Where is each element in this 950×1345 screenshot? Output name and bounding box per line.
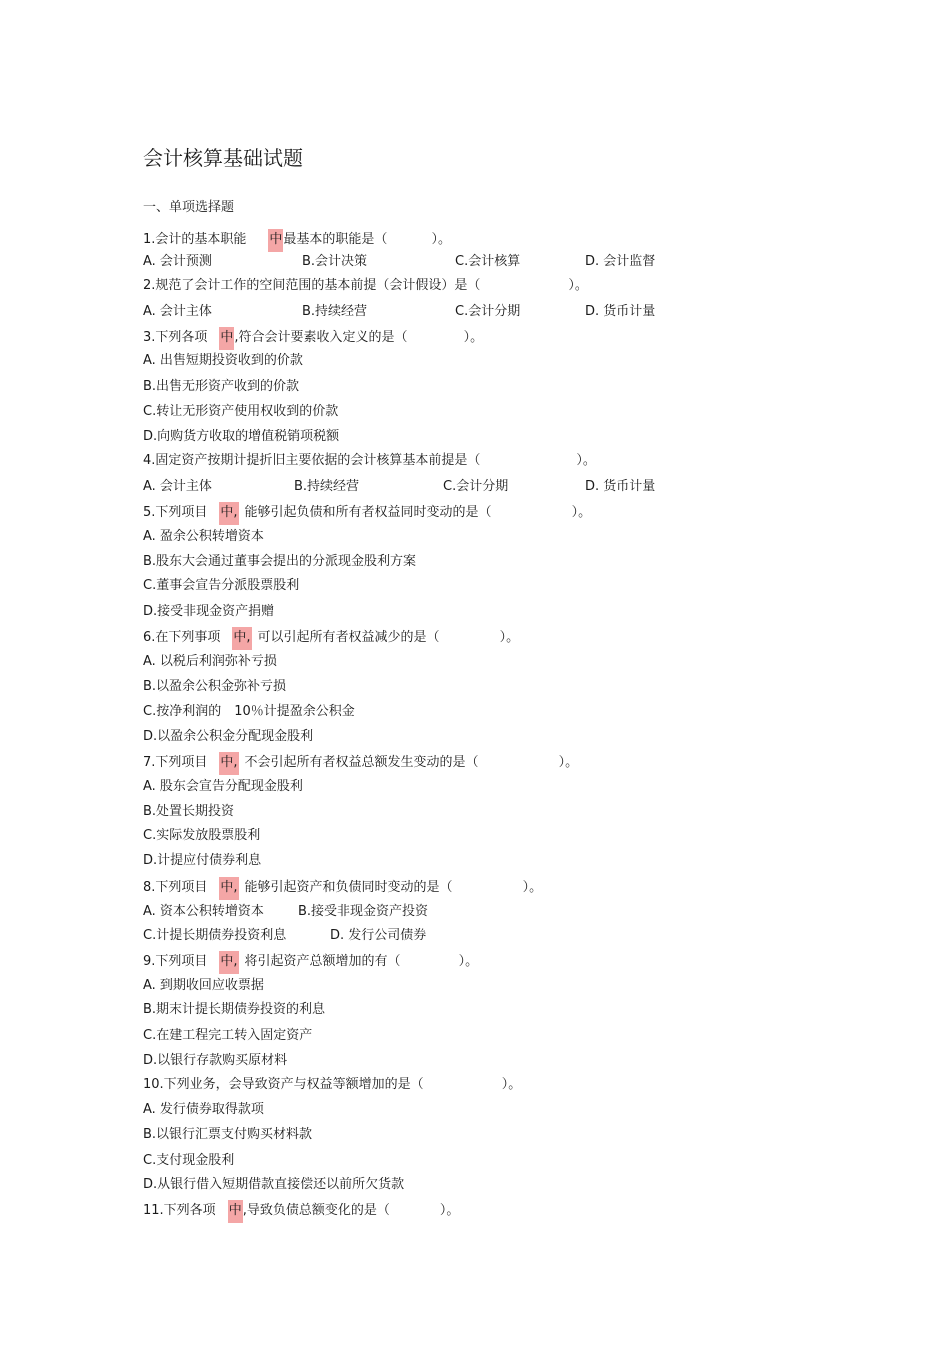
q2-option-b: B.持续经营 (302, 304, 368, 319)
question-5: 5.下列项目 中, 能够引起负债和所有者权益同时变动的是（ ）。 (143, 502, 591, 525)
q9-option-d: D.以银行存款购买原材料 (143, 1053, 288, 1068)
q3-option-c: C.转让无形资产使用权收到的价款 (143, 404, 339, 419)
highlight-mark: 中, (219, 951, 238, 974)
q6-option-d: D.以盈余公积金分配现金股利 (143, 729, 314, 744)
q8-option-c: C.计提长期债券投资利息 (143, 928, 287, 943)
question-4: 4.固定资产按期计提折旧主要依据的会计核算基本前提是（ ）。 (143, 453, 596, 468)
question-7: 7.下列项目 中, 不会引起所有者权益总额发生变动的是（ ）。 (143, 752, 578, 775)
highlight-mark: 中 (228, 1200, 243, 1223)
q5-option-c: C.董事会宣告分派股票股利 (143, 578, 300, 593)
q7-option-c: C.实际发放股票股利 (143, 828, 261, 843)
highlight-mark: 中 (219, 327, 234, 350)
highlight-mark: 中, (219, 752, 238, 775)
q4-option-c: C.会计分期 (443, 479, 509, 494)
q6-option-a: A. 以税后利润弥补亏损 (143, 654, 277, 669)
question-11: 11.下列各项 中,导致负债总额变化的是（ ）。 (143, 1200, 459, 1223)
q2-option-c: C.会计分期 (455, 304, 521, 319)
q10-option-d: D.从银行借入短期借款直接偿还以前所欠货款 (143, 1177, 405, 1192)
q1-option-c: C.会计核算 (455, 254, 521, 269)
q4-option-a: A. 会计主体 (143, 479, 212, 494)
q8-option-d: D. 发行公司债券 (330, 928, 427, 943)
question-8: 8.下列项目 中, 能够引起资产和负债同时变动的是（ ）。 (143, 877, 542, 900)
q1-option-a: A. 会计预测 (143, 254, 212, 269)
q6-option-c: C.按净利润的 10％计提盈余公积金 (143, 704, 355, 719)
q7-option-a: A. 股东会宣告分配现金股利 (143, 779, 303, 794)
section-heading: 一、单项选择题 (143, 200, 235, 215)
highlight-mark: 中, (219, 502, 238, 525)
q5-option-b: B.股东大会通过董事会提出的分派现金股利方案 (143, 554, 417, 569)
q9-option-a: A. 到期收回应收票据 (143, 978, 264, 993)
q4-option-d: D. 货币计量 (585, 479, 656, 494)
q3-option-d: D.向购货方收取的增值税销项税额 (143, 429, 340, 444)
q7-option-d: D.计提应付债券利息 (143, 853, 262, 868)
question-2: 2.规范了会计工作的空间范围的基本前提（会计假设）是（ ）。 (143, 278, 588, 293)
q5-option-d: D.接受非现金资产捐赠 (143, 604, 275, 619)
document-title: 会计核算基础试题 (143, 146, 303, 170)
q6-option-b: B.以盈余公积金弥补亏损 (143, 679, 287, 694)
highlight-mark: 中, (219, 877, 238, 900)
q9-option-c: C.在建工程完工转入固定资产 (143, 1028, 313, 1043)
highlight-mark: 中 (268, 229, 283, 252)
question-1: 1.会计的基本职能 中最基本的职能是（ ）。 (143, 229, 451, 252)
highlight-mark: 中, (232, 627, 251, 650)
q9-option-b: B.期末计提长期债券投资的利息 (143, 1002, 326, 1017)
q10-option-a: A. 发行债券取得款项 (143, 1102, 264, 1117)
question-6: 6.在下列事项 中, 可以引起所有者权益减少的是（ ）。 (143, 627, 519, 650)
question-10: 10.下列业务，会导致资产与权益等额增加的是（ ）。 (143, 1077, 522, 1092)
q10-option-c: C.支付现金股利 (143, 1153, 235, 1168)
q7-option-b: B.处置长期投资 (143, 804, 235, 819)
q8-option-b: B.接受非现金资产投资 (298, 904, 429, 919)
q2-option-a: A. 会计主体 (143, 304, 212, 319)
q2-option-d: D. 货币计量 (585, 304, 656, 319)
q3-option-a: A. 出售短期投资收到的价款 (143, 353, 303, 368)
q4-option-b: B.持续经营 (294, 479, 360, 494)
question-9: 9.下列项目 中, 将引起资产总额增加的有（ ）。 (143, 951, 478, 974)
q3-option-b: B.出售无形资产收到的价款 (143, 379, 300, 394)
q8-option-a: A. 资本公积转增资本 (143, 904, 264, 919)
question-3: 3.下列各项 中,符合会计要素收入定义的是（ ）。 (143, 327, 483, 350)
q1-option-b: B.会计决策 (302, 254, 368, 269)
q5-option-a: A. 盈余公积转增资本 (143, 529, 264, 544)
q1-option-d: D. 会计监督 (585, 254, 656, 269)
q10-option-b: B.以银行汇票支付购买材料款 (143, 1127, 313, 1142)
